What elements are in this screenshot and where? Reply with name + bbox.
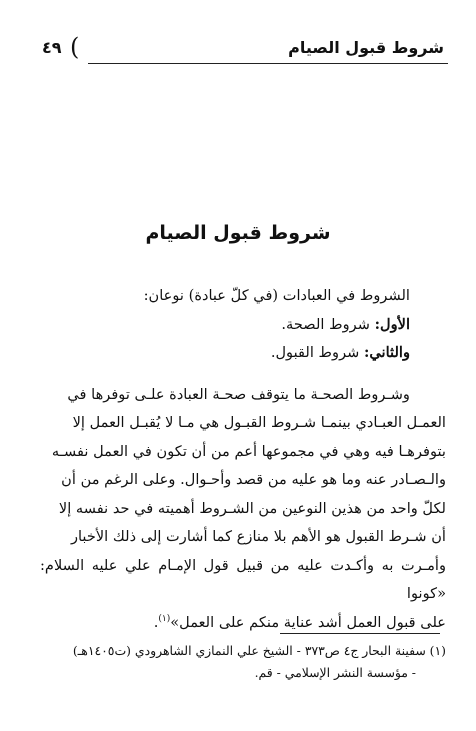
paragraph-line: والـصـادر عنه وما هو عليه من قصد وأحـوال. وعلى الرغم من أن xyxy=(61,471,446,488)
footnote-rule xyxy=(280,633,440,634)
running-header xyxy=(36,34,448,64)
paragraph-line: أن شـرط القبول هو الأهم بلا منازع كما أشارت إلى ذلك الأخبار xyxy=(70,528,446,545)
paragraph-line: لكلّ واحد من هذين النوعين من الشـروط أهميته في حد نفسه إلا xyxy=(58,499,446,517)
item-label-second: والثاني: xyxy=(363,344,410,361)
item-text-first: شروط الصحة. xyxy=(281,315,375,333)
chapter-title: شروط قبول الصيام xyxy=(145,222,331,244)
paragraph-line: وشـروط الصحـة ما يتوقف صحـة العبادة علـى توفرها في xyxy=(67,385,410,403)
footnote-line: - مؤسسة النشر الإسلامي - قم. xyxy=(254,665,416,680)
list-item-first xyxy=(40,311,446,340)
paragraph-line: بتوفرهـا فيه وهي في مجموعها أعم من أن تكون في العمل نفسـه xyxy=(51,442,446,460)
item-text-second: شروط القبول. xyxy=(270,344,364,361)
page-number: ٤٩ xyxy=(42,38,62,57)
list-item-second xyxy=(40,339,446,368)
intro-line: الشروط في العبادات (في كلّ عبادة) نوعان: xyxy=(143,287,410,304)
body-text xyxy=(40,282,446,637)
footnote-reference: (١) xyxy=(158,613,171,624)
paragraph-gap xyxy=(40,368,446,381)
footnotes xyxy=(40,640,446,684)
end-period: . xyxy=(153,613,159,631)
paragraph-last-text: على قبول العمل أشد عناية منكم على العمل» xyxy=(170,613,446,631)
footnote-line: (١) سفينة البحار ج٤ ص٣٧٣ - الشيخ علي النمازي الشاهرودي (ت١٤٠٥هـ) xyxy=(72,643,446,658)
running-header-title: شروط قبول الصيام xyxy=(288,38,444,57)
item-label-first: الأول: xyxy=(374,315,410,333)
page-number-bracket: ) xyxy=(70,33,80,61)
paragraph-line: وأمـرت به وأكـدت عليه من قبيل قول الإمـام علي عليه السلام: «كونوا xyxy=(40,556,446,602)
paragraph-line: العمـل العبـادي بينمـا شـروط القبـول هي مـا لا يُقبـل العمل إلا xyxy=(72,414,446,431)
header-rule xyxy=(88,63,448,64)
